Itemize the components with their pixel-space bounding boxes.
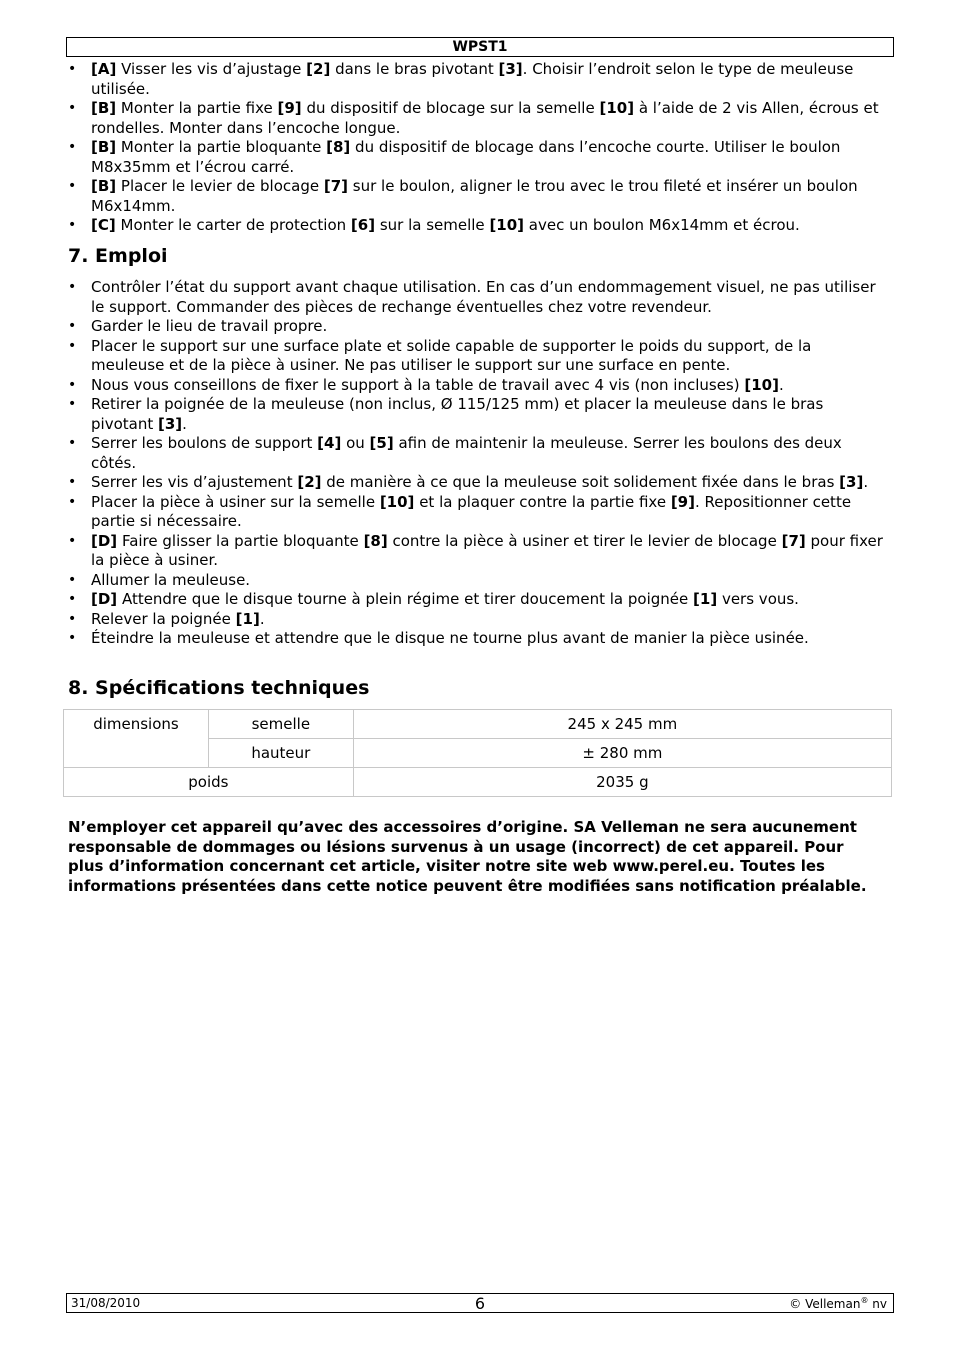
part-reference: [B]: [91, 99, 117, 117]
list-item: [68, 177, 883, 216]
part-reference: [D]: [91, 590, 118, 608]
part-reference: [2]: [297, 473, 322, 491]
part-reference: [7]: [323, 177, 349, 195]
list-text: du dispositif de blocage dans l’encoche courte. Utiliser le boulon M8x35mm et l’écrou carré.: [91, 138, 841, 176]
part-reference: [10]: [599, 99, 635, 117]
list-text: Monter la partie bloquante: [116, 138, 327, 156]
installation-list: [68, 60, 883, 236]
footer-copyright: [789, 1296, 887, 1311]
list-text: Allumer la meuleuse.: [91, 570, 251, 589]
part-reference: [1]: [235, 609, 260, 628]
list-text: Serrer les vis d’ajustement: [91, 473, 298, 491]
list-item: [68, 532, 883, 571]
legal-notice: N’employer cet appareil qu’avec des accessoires d’origine. SA Velleman ne sera aucunement responsable de dommages ou lésions survenus à un usage (incorrect) de cet appareil. Pour plus d’information concernant cet article, visiter notre site web www.perel.eu. Toutes les informations présentées dans cette notice peuvent être modifiées sans notification préalable.: [68, 818, 867, 895]
list-text: .: [182, 414, 187, 433]
list-text: avec un boulon M6x14mm et écrou.: [524, 216, 800, 234]
list-item: [68, 434, 883, 473]
part-reference: [C]: [91, 216, 116, 234]
copyright-text: © Velleman: [789, 1297, 861, 1311]
list-text: Monter la partie fixe: [116, 99, 278, 117]
list-text: .: [259, 609, 265, 628]
part-reference: [1]: [693, 590, 718, 608]
list-text: contre la pièce à usiner et tirer le levier de blocage: [387, 531, 782, 550]
part-reference: [10]: [744, 375, 779, 394]
spec-value-poids: 2035 g: [353, 768, 891, 797]
spec-value-hauteur: ± 280 mm: [353, 739, 891, 768]
part-reference: [A]: [91, 60, 117, 78]
part-reference: [9]: [277, 99, 302, 117]
section-heading-usage: 7. Emploi: [68, 245, 168, 267]
list-item: [68, 376, 883, 396]
list-text: .: [863, 473, 869, 491]
list-item: [68, 337, 883, 376]
list-text: Retirer la poignée de la meuleuse (non inclus, Ø 115/125 mm) et placer la meuleuse dans le bras pivotant: [91, 395, 824, 433]
list-text: Faire glisser la partie bloquante: [117, 531, 364, 550]
list-text: Placer la pièce à usiner sur la semelle: [91, 492, 380, 511]
list-text: du dispositif de blocage sur la semelle: [301, 99, 600, 117]
specs-table: [63, 709, 892, 797]
list-text: et la plaquer contre la partie fixe: [414, 492, 671, 511]
list-text: .: [778, 375, 784, 394]
list-text: Placer le support sur une surface plate et solide capable de supporter le poids du support, de la meuleuse et de la pièce à usiner. Ne pas utiliser le support sur une surface en pente.: [91, 336, 812, 374]
list-item: [68, 473, 883, 493]
list-item: [68, 99, 883, 138]
list-text: Visser les vis d’ajustage: [116, 60, 307, 78]
list-text: Serrer les boulons de support: [91, 434, 318, 452]
list-item: [68, 216, 883, 236]
list-text: à l’aide de 2 vis Allen, écrous et rondelles. Monter dans l’encoche longue.: [91, 99, 879, 137]
document-header: [66, 37, 894, 57]
list-text: Attendre que le disque tourne à plein régime et tirer doucement la poignée: [117, 590, 694, 608]
spec-label-dimensions: dimensions: [64, 710, 209, 768]
part-reference: [B]: [91, 177, 117, 195]
list-text: Garder le lieu de travail propre.: [91, 317, 328, 335]
list-item: [68, 395, 883, 434]
table-row: [64, 768, 892, 797]
registered-mark: ®: [860, 1296, 869, 1305]
list-text: dans le bras pivotant: [330, 60, 499, 78]
copyright-suffix: nv: [868, 1297, 887, 1311]
list-item: [68, 278, 883, 317]
part-reference: [B]: [91, 138, 117, 156]
list-text: Éteindre la meuleuse et attendre que le disque ne tourne plus avant de manier la pièce usinée.: [91, 629, 809, 647]
part-reference: [10]: [379, 492, 415, 511]
list-text: Monter le carter de protection: [115, 216, 351, 234]
part-reference: [3]: [498, 60, 523, 78]
list-item: [68, 571, 883, 591]
list-text: Placer le levier de blocage: [116, 177, 324, 195]
spec-label-poids: poids: [64, 768, 354, 797]
list-text: . Choisir l’endroit selon le type de meuleuse utilisée.: [91, 60, 854, 98]
spec-label-semelle: semelle: [208, 710, 353, 739]
list-item: [68, 138, 883, 177]
list-text: vers vous.: [717, 590, 799, 608]
spec-label-hauteur: hauteur: [208, 739, 353, 768]
part-reference: [8]: [326, 138, 351, 156]
list-item: [68, 629, 883, 649]
part-reference: [6]: [350, 216, 376, 234]
part-reference: [8]: [363, 531, 388, 550]
list-text: Contrôler l’état du support avant chaque utilisation. En cas d’un endommagement visuel, ne pas utiliser le support. Commander des pièces de rechange éventuelles chez votre revendeur.: [91, 278, 876, 316]
part-reference: [2]: [306, 60, 331, 78]
part-reference: [3]: [157, 414, 183, 433]
section-heading-specs: 8. Spécifications techniques: [68, 677, 370, 699]
table-row: [64, 710, 892, 739]
list-item: [68, 610, 883, 630]
list-item: [68, 493, 883, 532]
part-reference: [D]: [91, 531, 118, 550]
list-text: ou: [341, 434, 370, 452]
list-item: [68, 317, 883, 337]
list-text: Nous vous conseillons de fixer le support à la table de travail avec 4 vis (non incluses): [91, 375, 745, 394]
document-footer: [66, 1293, 894, 1313]
part-reference: [9]: [670, 492, 695, 511]
part-reference: [5]: [369, 434, 394, 452]
spec-value-semelle: 245 x 245 mm: [353, 710, 891, 739]
list-text: . Repositionner cette partie si nécessaire.: [91, 492, 852, 530]
list-item: [68, 60, 883, 99]
part-reference: [3]: [839, 473, 864, 491]
list-text: pour fixer la pièce à usiner.: [91, 531, 883, 569]
part-reference: [4]: [317, 434, 342, 452]
list-text: Relever la poignée: [91, 609, 236, 628]
usage-list: [68, 278, 883, 649]
list-text: sur le boulon, aligner le trou avec le trou fileté et insérer un boulon M6x14mm.: [91, 177, 858, 215]
list-item: [68, 590, 883, 610]
part-reference: [7]: [781, 531, 806, 550]
list-text: afin de maintenir la meuleuse. Serrer les boulons des deux côtés.: [91, 434, 842, 472]
list-text: sur la semelle: [375, 216, 490, 234]
list-text: de manière à ce que la meuleuse soit solidement fixée dans le bras: [321, 473, 840, 491]
footer-date: 31/08/2010: [71, 1296, 141, 1310]
header-title: WPST1: [452, 39, 508, 55]
page-number: 6: [474, 1294, 486, 1313]
part-reference: [10]: [489, 216, 525, 234]
